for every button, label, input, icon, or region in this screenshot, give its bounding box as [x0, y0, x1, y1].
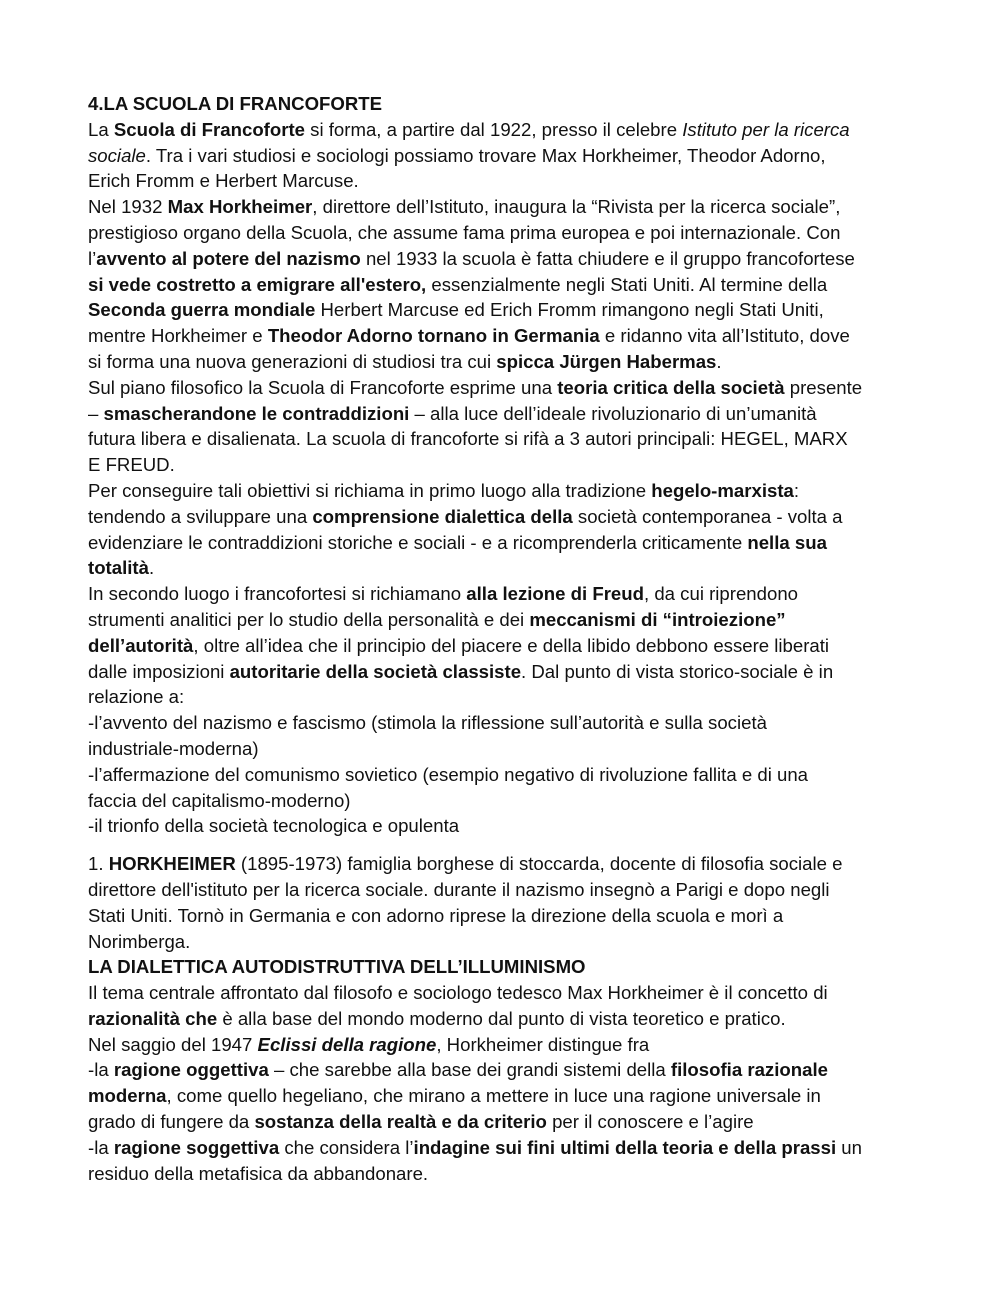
bold-text: comprensione dialettica della	[312, 505, 573, 527]
text-run: strumenti analitici per lo studio della personalità e dei	[88, 608, 530, 630]
text-line	[88, 903, 918, 929]
bold-text: si vede costretto a emigrare all'estero,	[88, 273, 427, 295]
text-line	[88, 1057, 918, 1083]
bold-text: sostanza della realtà e da criterio	[254, 1111, 547, 1133]
text-run: . Tra i vari studiosi e sociologi possiamo trovare Max Horkheimer, Theodor Adorno,	[145, 144, 826, 166]
text-line	[88, 555, 918, 581]
text-run: Herbert Marcuse ed Erich Fromm rimangono negli Stati Uniti,	[315, 299, 824, 321]
bold-text: moderna	[88, 1085, 167, 1107]
bold-italic-text: Eclissi della ragione	[257, 1033, 437, 1055]
text-line	[88, 220, 918, 246]
text-line	[88, 530, 918, 556]
text-run: Nel saggio del 1947	[88, 1033, 258, 1055]
bold-text: razionalità che	[88, 1007, 218, 1029]
text-run: Nel 1932	[88, 196, 168, 218]
text-run: –	[88, 402, 104, 424]
bold-text: nella sua	[747, 531, 827, 553]
text-line	[88, 168, 918, 194]
text-run: Stati Uniti. Tornò in Germania e con adorno riprese la direzione della scuola e morì a	[88, 904, 784, 926]
text-run: direttore dell'istituto per la ricerca sociale. durante il nazismo insegnò a Parigi e dopo negli	[88, 878, 830, 900]
text-run: – alla luce dell’ideale rivoluzionario di un’umanità	[409, 402, 817, 424]
text-run: società contemporanea - volta a	[572, 505, 843, 527]
bold-text: smascherandone le contraddizioni	[103, 402, 410, 424]
text-line	[88, 1109, 918, 1135]
text-run: , oltre all’idea che il principio del piacere e della libido debbono essere liberati	[193, 634, 830, 656]
text-line	[88, 117, 918, 143]
text-line	[88, 504, 918, 530]
paragraph-gap	[88, 839, 918, 851]
text-run: , da cui riprendono	[644, 583, 799, 605]
bold-text: HORKHEIMER	[108, 853, 236, 875]
bold-text: Seconda guerra mondiale	[88, 299, 316, 321]
text-run: presente	[784, 376, 863, 398]
text-run: evidenziare le contraddizioni storiche e sociali - e a ricomprenderla criticamente	[88, 531, 748, 553]
text-line	[88, 813, 918, 839]
text-line	[88, 323, 918, 349]
text-run: .	[148, 557, 155, 579]
text-run: Norimberga.	[88, 930, 191, 952]
text-run: La	[88, 118, 114, 140]
text-line	[88, 710, 918, 736]
text-line	[88, 91, 918, 117]
bold-text: totalità	[88, 557, 149, 579]
text-run: per il conoscere e l’agire	[546, 1111, 754, 1133]
text-line	[88, 684, 918, 710]
bold-text: teoria critica della società	[557, 376, 785, 398]
text-line	[88, 1161, 918, 1187]
bold-text: avvento al potere del nazismo	[96, 247, 361, 269]
bold-text: ragione oggettiva	[113, 1059, 269, 1081]
text-line	[88, 478, 918, 504]
bold-text: autoritarie della società classiste	[229, 660, 522, 682]
text-run: prestigioso organo della Scuola, che assume fama prima europea e poi internazionale. Con	[88, 221, 841, 243]
text-run: dalle imposizioni	[88, 660, 230, 682]
text-run: E FREUD.	[88, 454, 175, 476]
text-line	[88, 1083, 918, 1109]
text-run: un	[836, 1136, 862, 1158]
text-run: -il trionfo della società tecnologica e opulenta	[88, 815, 460, 837]
text-run: l’	[88, 247, 97, 269]
bold-text: indagine sui fini ultimi della teoria e della prassi	[413, 1136, 837, 1158]
text-run: . Dal punto di vista storico-sociale è in	[521, 660, 834, 682]
text-line	[88, 788, 918, 814]
text-line	[88, 659, 918, 685]
bold-text: ragione soggettiva	[113, 1136, 280, 1158]
italic-text: sociale	[88, 144, 146, 166]
text-run: futura libera e disalienata. La scuola di francoforte si rifà a 3 autori principali: HEGEL, MARX	[88, 428, 848, 450]
bold-text: Theodor Adorno tornano in Germania	[267, 325, 600, 347]
text-line	[88, 980, 918, 1006]
text-line	[88, 1006, 918, 1032]
text-run: è alla base del mondo moderno dal punto di vista teoretico e pratico.	[217, 1007, 786, 1029]
text-run: si forma, a partire dal 1922, presso il celebre	[305, 118, 683, 140]
text-line	[88, 375, 918, 401]
text-run: mentre Horkheimer e	[88, 325, 268, 347]
text-run: In secondo luogo i francofortesi si richiamano	[88, 583, 467, 605]
text-run: , come quello hegeliano, che mirano a mettere in luce una ragione universale in	[166, 1085, 821, 1107]
text-run: e ridanno vita all’Istituto, dove	[599, 325, 850, 347]
text-run: Erich Fromm e Herbert Marcuse.	[88, 170, 359, 192]
bold-text: meccanismi di “introiezione”	[529, 608, 786, 630]
bold-text: filosofia razionale	[670, 1059, 828, 1081]
text-line	[88, 1032, 918, 1058]
text-line	[88, 929, 918, 955]
text-line	[88, 762, 918, 788]
text-line	[88, 954, 918, 980]
text-line	[88, 581, 918, 607]
text-run: Il tema centrale affrontato dal filosofo e sociologo tedesco Max Horkheimer è il concetto di	[88, 982, 828, 1004]
text-run: faccia del capitalismo-moderno)	[88, 789, 351, 811]
text-run: nel 1933 la scuola è fatta chiudere e il gruppo francofortese	[360, 247, 855, 269]
text-run: 1.	[88, 853, 109, 875]
text-line	[88, 246, 918, 272]
bold-text: Scuola di Francoforte	[113, 118, 305, 140]
text-run: che considera l’	[279, 1136, 414, 1158]
bold-text: spicca Jürgen Habermas	[496, 350, 717, 372]
text-run: , Horkheimer distingue fra	[436, 1033, 650, 1055]
bold-text: LA DIALETTICA AUTODISTRUTTIVA DELL’ILLUMINISMO	[88, 956, 586, 978]
text-line	[88, 143, 918, 169]
bold-text: hegelo-marxista	[651, 479, 794, 501]
bold-text: dell’autorità	[88, 634, 194, 656]
text-line	[88, 1135, 918, 1161]
text-line	[88, 851, 918, 877]
text-line	[88, 272, 918, 298]
text-run: grado di fungere da	[88, 1111, 255, 1133]
text-run: Per conseguire tali obiettivi si richiama in primo luogo alla tradizione	[88, 479, 652, 501]
text-run: relazione a:	[88, 686, 185, 708]
bold-text: 4.LA SCUOLA DI FRANCOFORTE	[88, 93, 383, 114]
text-line	[88, 401, 918, 427]
text-run: -la	[88, 1059, 114, 1081]
text-run: industriale-moderna)	[88, 737, 259, 759]
text-run: Sul piano filosofico la Scuola di Francoforte esprime una	[88, 376, 558, 398]
text-line	[88, 877, 918, 903]
text-run: -l’affermazione del comunismo sovietico (esempio negativo di rivoluzione fallita e di una	[88, 763, 809, 785]
text-line	[88, 194, 918, 220]
text-run: – che sarebbe alla base dei grandi sistemi della	[268, 1059, 671, 1081]
text-run: -la	[88, 1136, 114, 1158]
text-run: .	[716, 350, 722, 372]
text-line	[88, 426, 918, 452]
text-line	[88, 349, 918, 375]
text-line	[88, 736, 918, 762]
text-run: , direttore dell’Istituto, inaugura la “Rivista per la ricerca sociale”,	[312, 196, 841, 218]
text-run: (1895-1973) famiglia borghese di stoccarda, docente di filosofia sociale e	[235, 853, 843, 875]
text-line	[88, 452, 918, 478]
bold-text: Max Horkheimer	[167, 196, 313, 218]
text-run: :	[793, 479, 800, 501]
document-page	[88, 91, 918, 1186]
text-run: essenzialmente negli Stati Uniti. Al termine della	[426, 273, 828, 295]
text-run: -l’avvento del nazismo e fascismo (stimola la riflessione sull’autorità e sulla società	[88, 712, 767, 734]
text-run: tendendo a sviluppare una	[88, 505, 313, 527]
text-line	[88, 607, 918, 633]
text-run: residuo della metafisica da abbandonare.	[88, 1162, 429, 1184]
text-run: si forma una nuova generazioni di studiosi tra cui	[88, 350, 497, 372]
text-line	[88, 633, 918, 659]
bold-text: alla lezione di Freud	[466, 583, 644, 605]
text-line	[88, 297, 918, 323]
italic-text: Istituto per la ricerca	[682, 118, 850, 140]
